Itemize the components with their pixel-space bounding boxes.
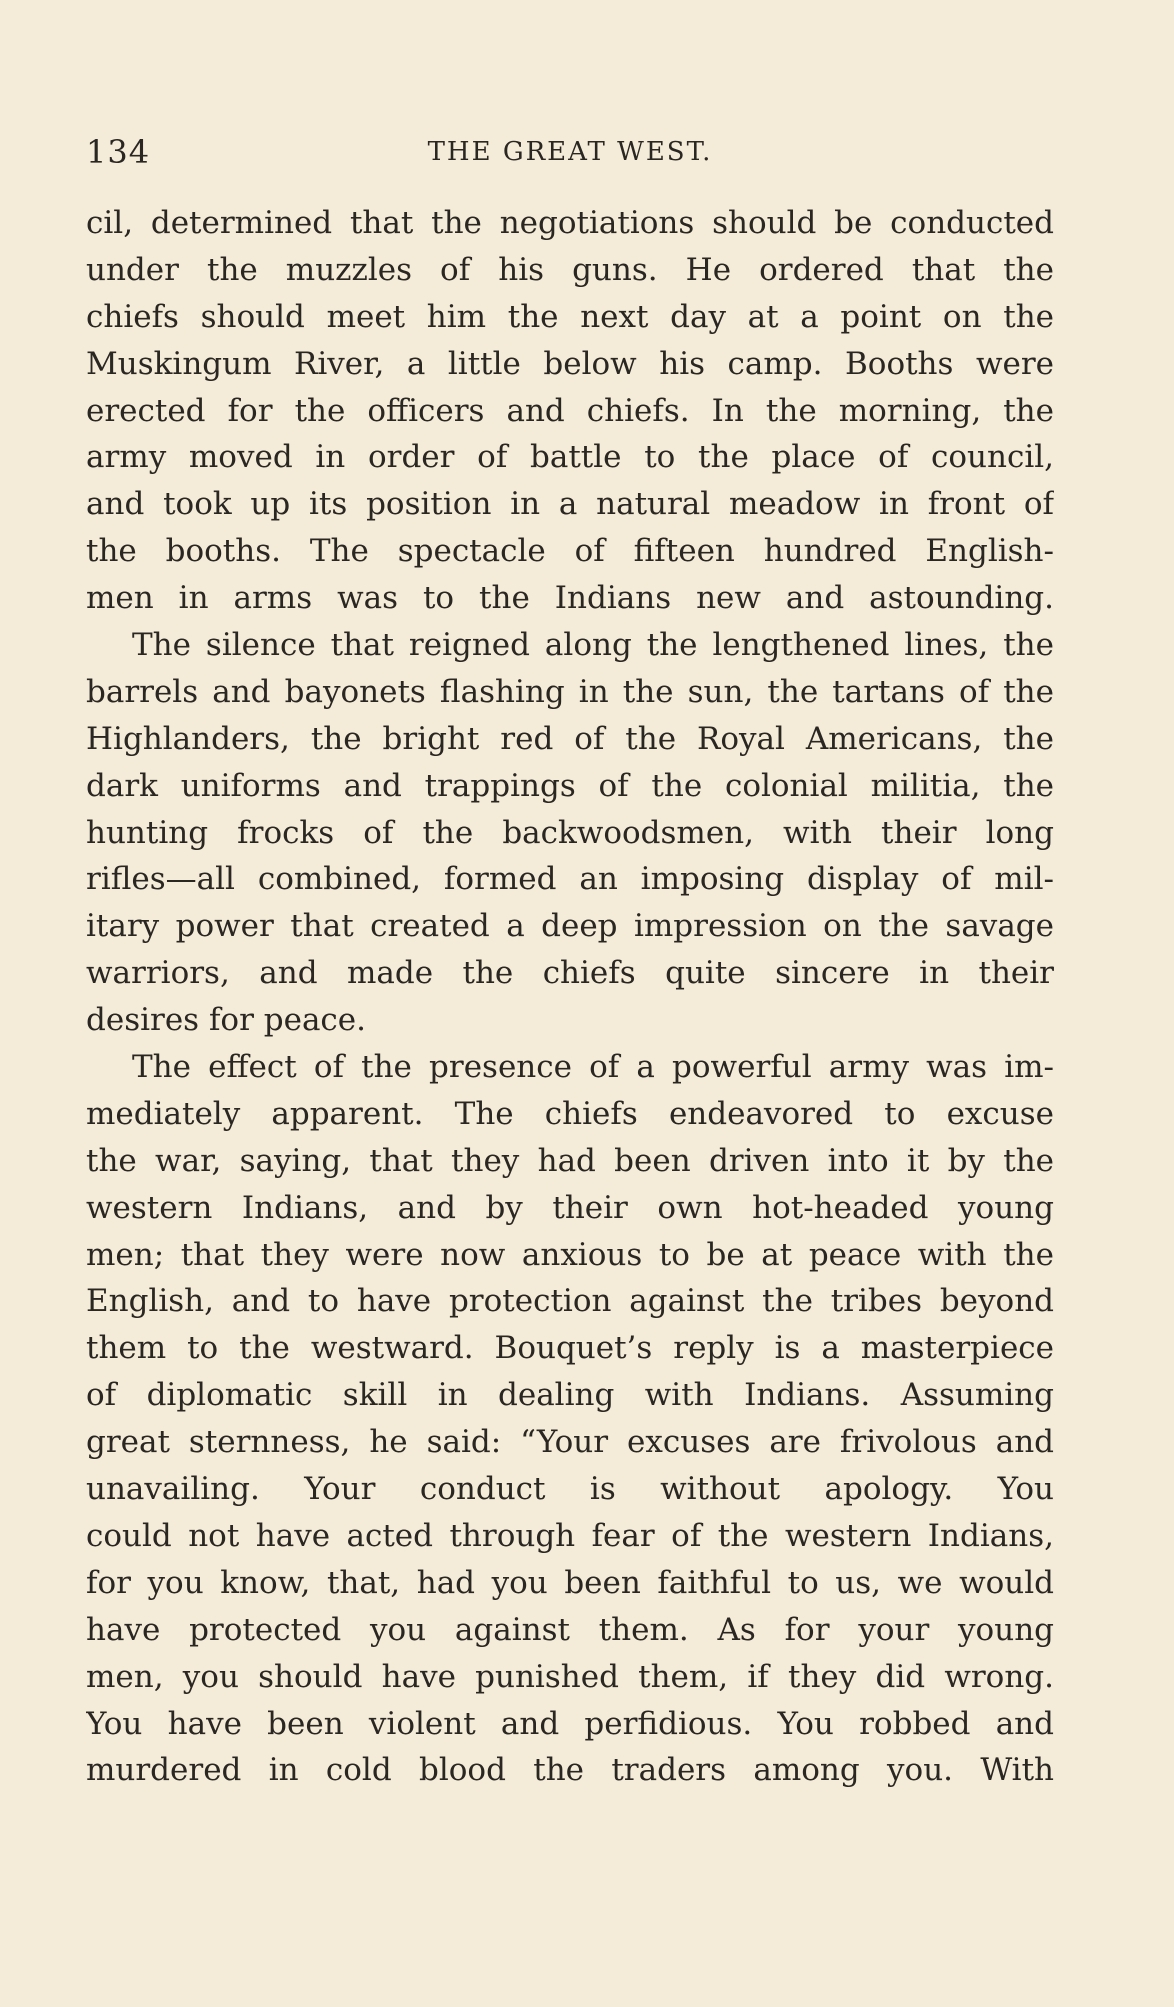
text-line: and took up its position in a natural meadow in front of — [86, 486, 1054, 523]
text-line: You have been violent and perfidious. You robbed and — [86, 1705, 1054, 1742]
body-text — [86, 200, 1054, 1794]
text-line: western Indians, and by their own hot-headed young — [86, 1189, 1054, 1226]
text-line: Highlanders, the bright red of the Royal Americans, the — [86, 720, 1054, 757]
text-line: of diplomatic skill in dealing with Indians. Assuming — [86, 1377, 1054, 1414]
text-line: them to the westward. Bouquet’s reply is a masterpiece — [86, 1330, 1054, 1367]
text-line: itary power that created a deep impression on the savage — [86, 908, 1054, 945]
page-header — [86, 132, 1054, 172]
text-line: English, and to have protection against the tribes beyond — [86, 1283, 1054, 1320]
text-line: Muskingum River, a little below his camp. Booths were — [86, 345, 1054, 382]
text-line: for you know, that, had you been faithful to us, we would — [86, 1564, 1054, 1601]
text-line: mediately apparent. The chiefs endeavored to excuse — [86, 1095, 1054, 1132]
text-line: men in arms was to the Indians new and astounding. — [86, 580, 1054, 617]
text-line: unavailing. Your conduct is without apology. You — [86, 1471, 1054, 1508]
text-line: chiefs should meet him the next day at a point on the — [86, 298, 1054, 335]
text-line: murdered in cold blood the traders among you. With — [86, 1752, 1054, 1789]
text-line: rifles—all combined, formed an imposing display of mil- — [86, 861, 1054, 898]
text-line: men; that they were now anxious to be at peace with the — [86, 1236, 1054, 1273]
running-head: THE GREAT WEST. — [427, 137, 713, 167]
text-line: could not have acted through fear of the western Indians, — [86, 1517, 1054, 1554]
text-line: under the muzzles of his guns. He ordered that the — [86, 251, 1054, 288]
page-number: 134 — [86, 133, 151, 171]
text-line: the war, saying, that they had been driven into it by the — [86, 1142, 1054, 1179]
text-line: men, you should have punished them, if they did wrong. — [86, 1658, 1054, 1695]
text-line: warriors, and made the chiefs quite sincere in their — [86, 955, 1054, 992]
text-line: great sternness, he said: “Your excuses are frivolous and — [86, 1424, 1054, 1461]
text-line: The effect of the presence of a powerful army was im- — [132, 1049, 1054, 1086]
text-line: The silence that reigned along the lengthened lines, the — [132, 627, 1054, 664]
text-line: army moved in order of battle to the place of council, — [86, 439, 1054, 476]
text-line: desires for peace. — [86, 1002, 366, 1039]
text-line: have protected you against them. As for your young — [86, 1611, 1054, 1648]
text-line: the booths. The spectacle of fifteen hundred English- — [86, 533, 1054, 570]
text-line: dark uniforms and trappings of the colonial militia, the — [86, 767, 1054, 804]
text-line: hunting frocks of the backwoodsmen, with their long — [86, 814, 1054, 851]
text-line: barrels and bayonets flashing in the sun, the tartans of the — [86, 673, 1054, 710]
text-line: erected for the officers and chiefs. In the morning, the — [86, 392, 1054, 429]
text-line: cil, determined that the negotiations should be conducted — [86, 205, 1054, 241]
